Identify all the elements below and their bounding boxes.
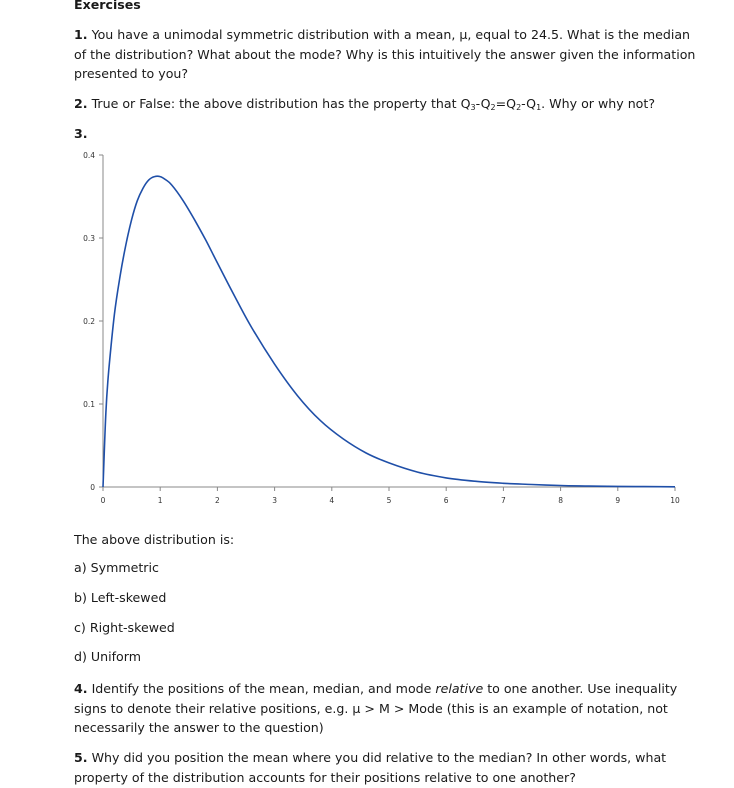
x-tick-label: 9 (615, 496, 621, 505)
y-tick-label: 0.2 (83, 317, 95, 326)
x-tick-label: 8 (558, 496, 563, 505)
y-tick-label: 0.4 (83, 151, 95, 160)
q1-subscript: 1 (536, 103, 542, 112)
x-tick-label: 10 (670, 496, 680, 505)
option-a: a) Symmetric (74, 560, 159, 575)
option-b: b) Left-skewed (74, 590, 167, 605)
question-4-number: 4. (74, 681, 88, 696)
y-tick-label: 0.1 (83, 400, 95, 409)
question-1-text: You have a unimodal symmetric distribution with a mean, μ, equal to 24.5. What is the median of the distribution? What about the mode? Why is this intuitively the answer given the information presented to you? (74, 27, 696, 81)
question-2-number: 2. (74, 96, 88, 111)
x-tick-label: 3 (272, 496, 277, 505)
x-tick-label: 5 (386, 496, 392, 505)
x-tick-label: 2 (215, 496, 220, 505)
question-5-text: Why did you position the mean where you did relative to the median? In other words, what property of the distribution accounts for their positions relative to one another? (74, 750, 667, 785)
x-tick-label: 1 (157, 496, 163, 505)
question-4-text-after: to one another. Use inequality signs to denote their relative positions, e.g. μ > M > Mode (this is an example of notation, not necessarily the answer to the question) (74, 681, 678, 735)
x-tick-label: 6 (443, 496, 449, 505)
question-2-text-after: . Why or why not? (541, 96, 656, 111)
question-1-number: 1. (74, 27, 88, 42)
option-c: c) Right-skewed (74, 620, 175, 635)
minus-q: -Q (475, 96, 491, 111)
question-3-number: 3. (74, 126, 88, 141)
question-2-text-before: True or False: the above distribution has the property that Q (91, 96, 471, 111)
q2-subscript: 2 (490, 103, 496, 112)
chart-tick-labels (83, 151, 680, 505)
page-heading: Exercises (74, 0, 141, 12)
minus-q-2: -Q (521, 96, 537, 111)
question-4-text-before: Identify the positions of the mean, median, and mode (91, 681, 436, 696)
equals-q: =Q (495, 96, 517, 111)
x-tick-label: 7 (501, 496, 506, 505)
y-tick-label: 0 (90, 483, 95, 492)
question-4-emphasis: relative (435, 681, 484, 696)
x-tick-label: 0 (100, 496, 106, 505)
q2-subscript-2: 2 (516, 103, 522, 112)
q3-subscript: 3 (470, 103, 476, 112)
question-4 (74, 679, 696, 738)
option-d: d) Uniform (74, 649, 141, 664)
density-curve (103, 176, 675, 487)
x-tick-label: 4 (329, 496, 335, 505)
question-3-prompt: The above distribution is: (74, 532, 235, 547)
question-5-number: 5. (74, 750, 88, 765)
y-tick-label: 0.3 (83, 234, 95, 243)
question-5 (74, 748, 696, 787)
